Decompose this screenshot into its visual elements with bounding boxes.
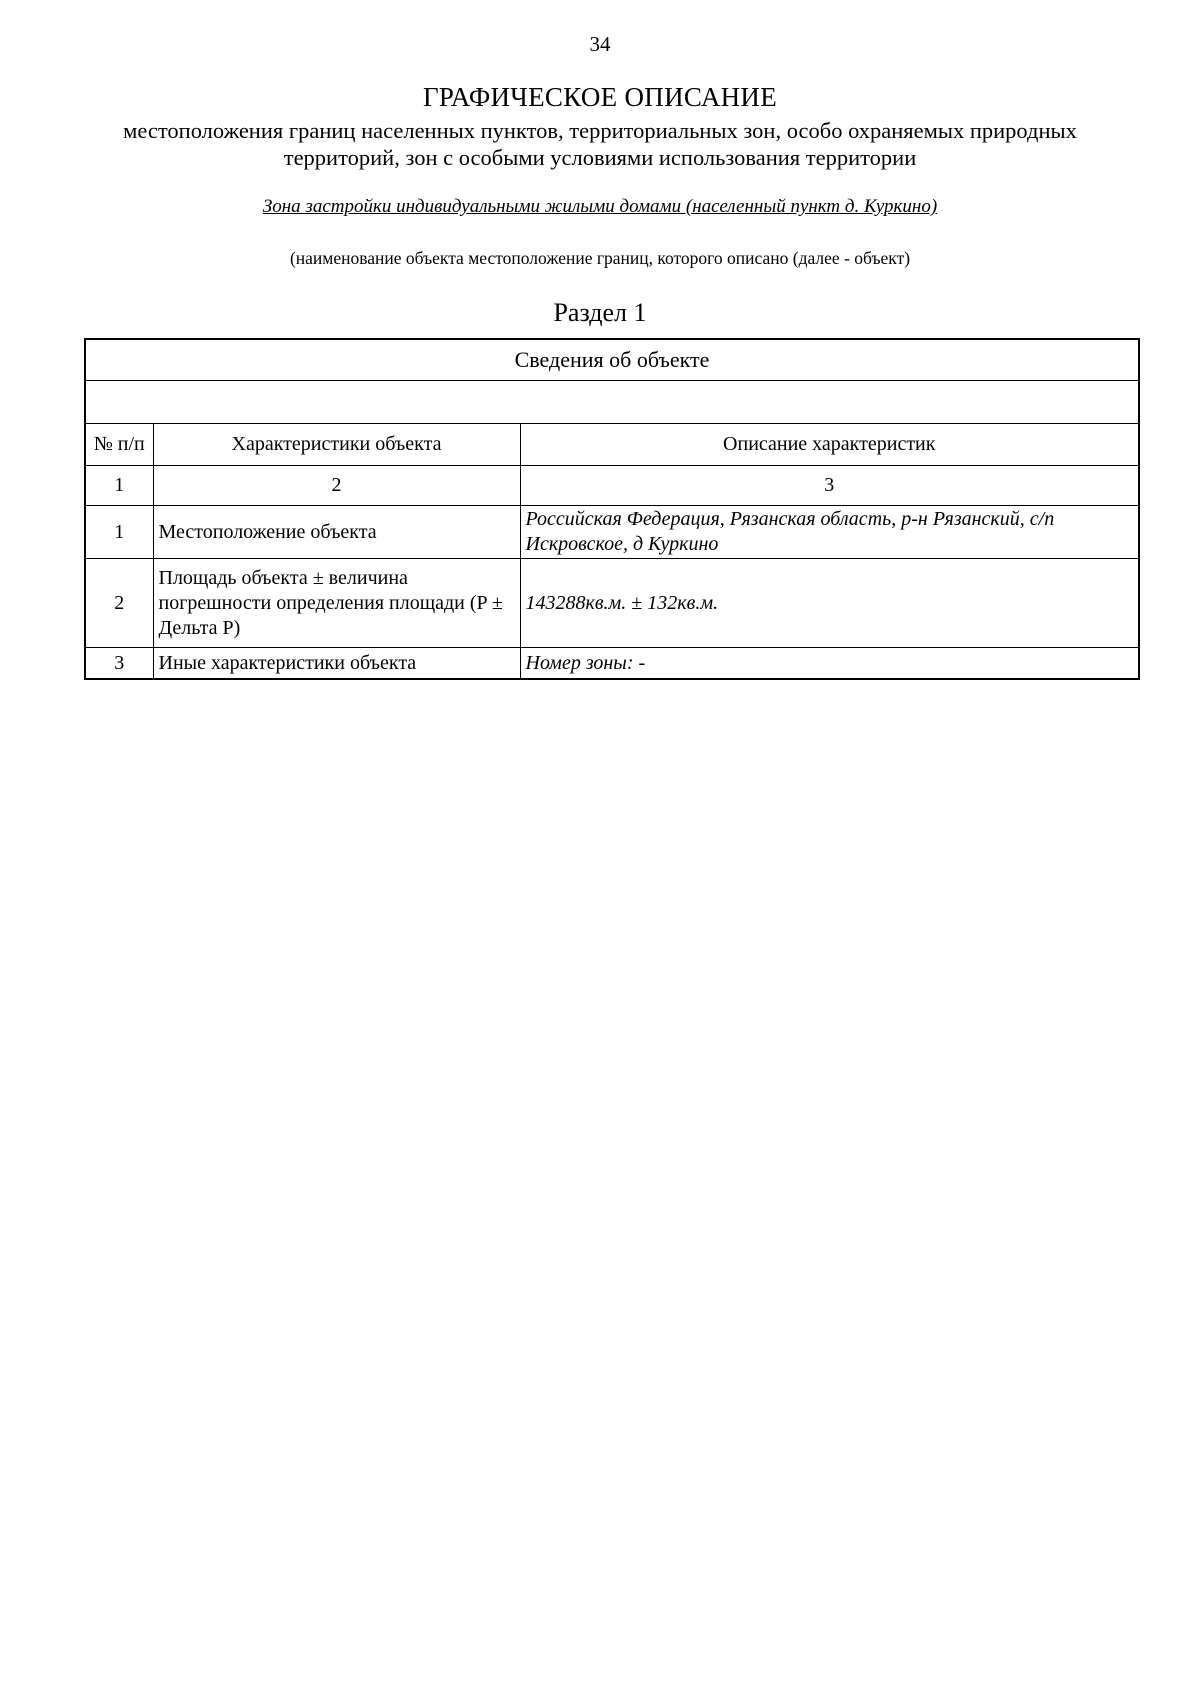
index-cell: 3 — [520, 466, 1139, 506]
section-title: Раздел 1 — [553, 298, 647, 327]
header-characteristic: Характеристики объекта — [153, 424, 520, 466]
row-number: 2 — [85, 559, 153, 648]
zone-number-value: - — [638, 651, 646, 674]
table-header-row — [85, 424, 1139, 466]
table-blank-row — [85, 381, 1139, 424]
object-name: Зона застройки индивидуальными жилыми домами (населенный пункт д. Куркино) — [262, 196, 938, 217]
header-description: Описание характеристик — [520, 424, 1139, 466]
table-caption: Сведения об объекте — [85, 339, 1139, 381]
row-characteristic: Местоположение объекта — [153, 506, 520, 559]
blank-cell — [85, 381, 1139, 424]
row-number: 3 — [85, 648, 153, 680]
index-cell: 1 — [85, 466, 153, 506]
row-characteristic: Иные характеристики объекта — [153, 648, 520, 680]
table-row — [85, 506, 1139, 559]
row-number: 1 — [85, 506, 153, 559]
row-description: Российская Федерация, Рязанская область, р-н Рязанский, с/п Искровское, д Куркино — [520, 506, 1139, 559]
zone-number-label: Номер зоны: — [525, 651, 634, 674]
page-number: 34 — [589, 32, 611, 56]
document-subtitle: местоположения границ населенных пунктов, территориальных зон, особо охраняемых природных территорий, зон с особыми условиями использования территории — [123, 118, 1077, 170]
row-description — [520, 648, 1139, 680]
row-characteristic: Площадь объекта ± величина погрешности определения площади (P ± Дельта P) — [153, 559, 520, 648]
table-row — [85, 648, 1139, 680]
index-cell: 2 — [153, 466, 520, 506]
table-index-row — [85, 466, 1139, 506]
row-description: 143288кв.м. ± 132кв.м. — [520, 559, 1139, 648]
table-row — [85, 559, 1139, 648]
document-title: ГРАФИЧЕСКОЕ ОПИСАНИЕ — [422, 82, 778, 112]
object-info-table — [84, 338, 1140, 680]
object-name-caption: (наименование объекта местоположение границ, которого описано (далее - объект) — [289, 248, 911, 268]
table-caption-row — [85, 339, 1139, 381]
header-number: № п/п — [85, 424, 153, 466]
